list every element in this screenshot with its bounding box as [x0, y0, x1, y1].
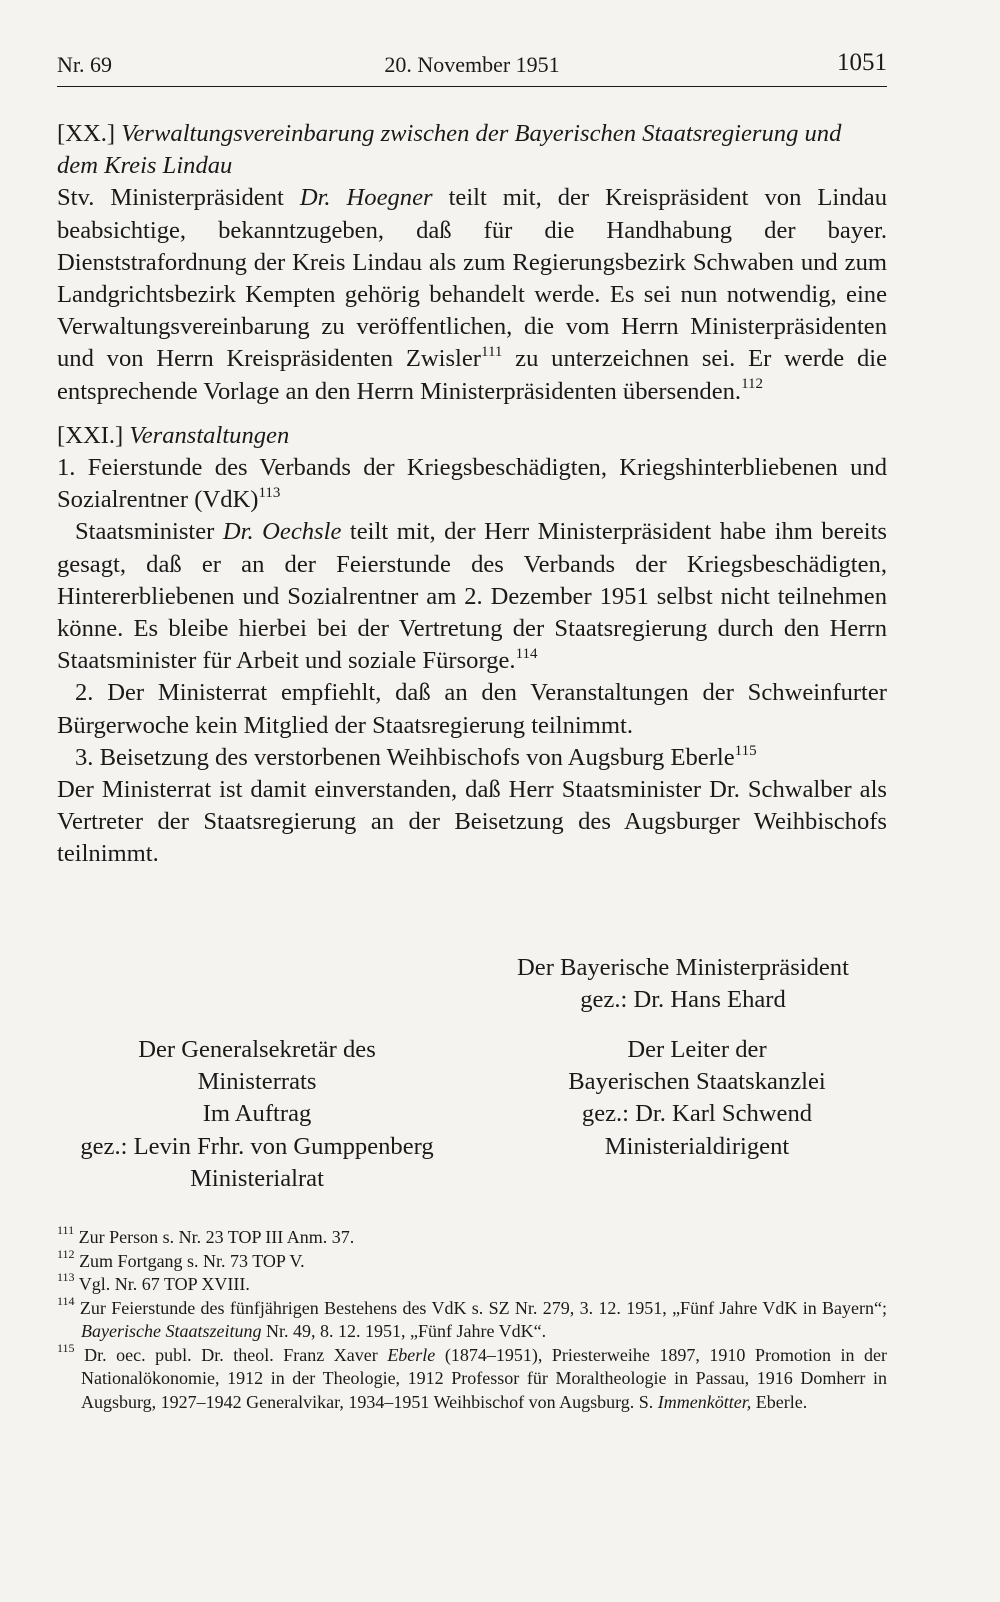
document-number: Nr. 69	[57, 52, 112, 77]
signature-line: Ministerialrat	[190, 1164, 324, 1192]
footnote	[57, 1246, 887, 1274]
signature-title: Der Bayerische Ministerpräsident	[517, 954, 849, 981]
footnotes	[57, 1223, 888, 1414]
footnote	[57, 1340, 888, 1415]
item-heading	[57, 452, 887, 516]
section-heading-xx	[57, 118, 887, 182]
signature-line: Der Leiter der	[627, 1036, 767, 1063]
signature-name: gez.: Levin Frhr. von Gumppenberg	[80, 1132, 434, 1160]
document-page	[57, 0, 887, 1602]
text-run: zu unterzeichnen sei. Er werde die entsprechende Vorlage an den Herrn Ministerpräsidenten übersenden.	[57, 345, 887, 405]
signature-line: Bayerischen Staatskanzlei	[568, 1068, 826, 1096]
footnote-ref[interactable]: 114	[515, 646, 538, 663]
paragraph: Der Ministerrat ist damit einverstanden, daß Herr Staatsminister Dr. Schwalber als Vertreter der Staatsregierung an der Beisetzung des Augsburger Weihbischofs teilnimmt.	[57, 776, 887, 868]
text-run: 3. Beisetzung des verstorbenen Weihbischofs von Augsburg Eberle	[75, 743, 735, 771]
signature-line: Ministerrats	[197, 1068, 317, 1096]
paragraph: 2. Der Ministerrat empfiehlt, daß an den Veranstaltungen der Schweinfurter Bürgerwoche kein Mitglied der Staatsregierung teilnimmt.	[57, 679, 887, 739]
signature-staatskanzlei	[507, 1034, 887, 1163]
footnote-number: 112	[57, 1246, 75, 1261]
footnote-number: 113	[57, 1270, 75, 1284]
signature-generalsekretaer	[57, 1034, 457, 1195]
text-run: teilt mit, der Herr Ministerpräsident habe ihm bereits gesagt, daß er an der Feierstunde des Verbands der Kriegsbeschädigten, Hintererbliebenen und Sozialrentner am 2. Dezember 1951 selbst nicht teilnehmen könne. Es bleibe hierbei bei der Vertretung der Staatsregierung durch den Herrn Staatsminister für Arbeit und soziale Fürsorge.	[57, 518, 887, 675]
paragraph	[57, 182, 887, 407]
footnote	[57, 1223, 887, 1250]
signature-line: Ministerialdirigent	[604, 1132, 790, 1160]
text-run: 1. Feierstunde des Verbands der Kriegsbeschädigten, Kriegshinterbliebenen und Sozialrentner (VdK)	[57, 454, 887, 514]
text-run: Stv. Ministerpräsident	[57, 184, 284, 212]
footnote-text: (1874–1951), Priesterweihe 1897, 1910 Promotion in der Nationalökonomie, 1912 in der Theologie, 1912 Professor für Moraltheologie in Passau, 1916 Domherr in Augsburg, 1927–1942 Generalvikar, 1934–1951 Weihbischof von Augsburg. S.	[81, 1344, 888, 1412]
person-name: Dr. Oechsle	[222, 518, 342, 546]
signature-name: gez.: Dr. Hans Ehard	[580, 986, 786, 1014]
signature-ministerpraesident	[479, 952, 887, 1016]
footnote-text: Eberle.	[755, 1391, 808, 1412]
signature-name: gez.: Dr. Karl Schwend	[581, 1100, 813, 1128]
page-number: 1051	[837, 49, 887, 76]
footnote-text: Vgl. Nr. 67 TOP XVIII.	[78, 1274, 250, 1294]
section-title: Veranstaltungen	[129, 421, 290, 449]
main-text	[57, 118, 887, 871]
section-label: [XXI.]	[57, 421, 124, 449]
paragraph	[57, 516, 887, 677]
footnote	[57, 1270, 887, 1297]
person-name: Dr. Hoegner	[299, 184, 433, 212]
footnote-number: 115	[57, 1340, 75, 1355]
footnote-text: Nr. 49, 8. 12. 1951, „Fünf Jahre VdK“.	[265, 1321, 547, 1341]
footnote-text: Dr. oec. publ. Dr. theol. Franz Xaver	[84, 1344, 378, 1365]
text-run: Staatsminister	[75, 518, 215, 546]
author-name: Immenkötter,	[657, 1391, 752, 1412]
footnote-ref[interactable]: 112	[741, 376, 764, 393]
footnote-text: Zum Fortgang s. Nr. 73 TOP V.	[79, 1250, 305, 1271]
footnote-ref[interactable]: 111	[481, 344, 503, 361]
footnote-ref[interactable]: 115	[734, 742, 757, 759]
section-title: Verwaltungsvereinbarung zwischen der Bayerischen Staatsregierung und dem Kreis Lindau	[57, 120, 842, 180]
header-rule	[57, 86, 887, 87]
footnote-text: Zur Feierstunde des fünfjährigen Bestehens des VdK s. SZ Nr. 279, 3. 12. 1951, „Fünf Jahre VdK in Bayern“;	[79, 1297, 887, 1318]
person-name: Eberle	[387, 1344, 436, 1365]
footnote-number: 114	[57, 1293, 75, 1308]
footnote-text: Zur Person s. Nr. 23 TOP III Anm. 37.	[78, 1227, 355, 1247]
date-header: 20. November 1951	[384, 52, 560, 77]
footnote-ref[interactable]: 113	[258, 485, 281, 502]
section-label: [XX.]	[57, 120, 116, 147]
footnote	[57, 1293, 887, 1344]
signature-line: Im Auftrag	[202, 1100, 312, 1128]
footnote-number: 111	[57, 1223, 75, 1237]
publication-title: Bayerische Staatszeitung	[81, 1321, 262, 1341]
text-run: teilt mit, der Kreispräsident von Lindau beabsichtige, bekanntzugeben, daß für die Handhabung der bayer. Dienststrafordnung der Kreis Lindau als zum Regierungsbezirk Schwaben und zum Landgrichtsbezirk Kempten gehörig behandelt werde. Es sei nun notwendig, eine Verwaltungsvereinbarung zu veröffentlichen, die vom Herrn Ministerpräsidenten und von Herrn Kreispräsidenten Zwisler	[57, 184, 888, 373]
signature-line: Der Generalsekretär des	[138, 1036, 376, 1063]
section-heading-xxi	[57, 420, 887, 452]
item-heading	[57, 742, 887, 774]
